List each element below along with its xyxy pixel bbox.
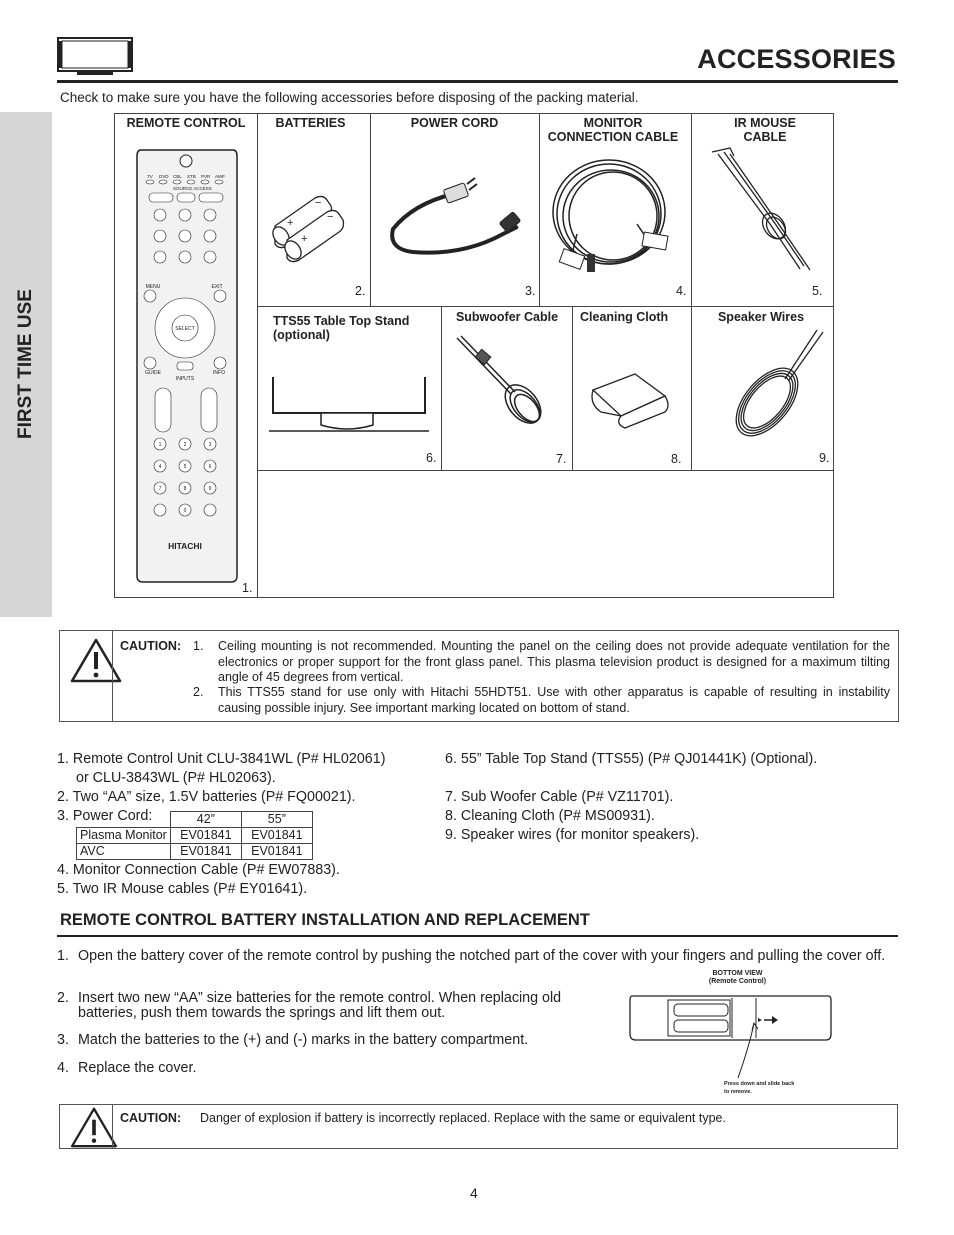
caution-item-number: 2. — [193, 685, 204, 699]
step-number: 3. — [57, 1032, 69, 1048]
table-row — [77, 828, 313, 844]
list-item: 2. Two “AA” size, 1.5V batteries (P# FQ00021). — [57, 789, 356, 805]
grid-divider — [257, 306, 834, 307]
warning-icon — [70, 1106, 118, 1148]
caution-item-number: 1. — [193, 639, 204, 653]
caution-text: Danger of explosion if battery is incorrectly replaced. Replace with the same or equivalent type. — [200, 1111, 726, 1125]
warning-icon — [70, 637, 122, 683]
table-header: 55” — [241, 812, 312, 828]
table-cell: EV01841 — [241, 844, 312, 860]
caution-box — [59, 630, 899, 722]
step-text: Match the batteries to the (+) and (-) marks in the battery compartment. — [78, 1032, 529, 1048]
batteries-illustration — [265, 184, 365, 264]
diagram-title — [690, 970, 785, 986]
svg-text:MENU: MENU — [145, 284, 161, 290]
intro-text: Check to make sure you have the following accessories before disposing of the packing material. — [60, 90, 639, 105]
table-row — [77, 844, 313, 860]
page-title: ACCESSORIES — [697, 44, 896, 74]
svg-text:−: − — [327, 211, 334, 223]
ir-mouse-cable-illustration — [700, 144, 830, 284]
table-header-row — [77, 812, 313, 828]
svg-text:SELECT: SELECT — [175, 326, 195, 332]
svg-text:2: 2 — [183, 442, 187, 448]
batteries-label: BATTERIES — [275, 116, 346, 130]
diagram-subtitle-text: (Remote Control) — [708, 978, 767, 985]
diagram-note — [724, 1080, 794, 1096]
caution-divider — [112, 631, 113, 721]
list-item: 5. Two IR Mouse cables (P# EY01641). — [57, 881, 308, 897]
table-cell: Plasma Monitor — [77, 828, 171, 844]
side-tab-label: FIRST TIME USE — [15, 289, 36, 439]
item-number: 3. — [525, 284, 536, 298]
parts-list-left-2 — [57, 861, 340, 899]
list-item: 6. 55” Table Top Stand (TTS55) (P# QJ01441K) (Optional). — [445, 751, 818, 767]
svg-text:SOURCE ACCESS: SOURCE ACCESS — [173, 186, 212, 191]
stand-label: TTS55 Table Top Stand (optional) — [273, 314, 410, 342]
accessories-grid — [114, 113, 834, 598]
table-cell: EV01841 — [241, 828, 312, 844]
tv-icon — [57, 37, 133, 77]
table-cell: AVC — [77, 844, 171, 860]
table-header: 42” — [170, 812, 241, 828]
caution-box — [59, 1104, 898, 1149]
table-header-blank — [77, 812, 171, 828]
svg-text:AMP: AMP — [215, 174, 225, 179]
item-number: 2. — [355, 284, 366, 298]
section-heading: REMOTE CONTROL BATTERY INSTALLATION AND REPLACEMENT — [60, 911, 590, 929]
svg-text:GUIDE: GUIDE — [145, 370, 161, 376]
svg-text:STB: STB — [187, 174, 196, 179]
caution-item-text: Ceiling mounting is not recommended. Mounting the panel on the ceiling does not provide adequate ventilation for the electronics or proper support for the front glass panel. This plasma television product is designed for a maximum tilting angle of 45 degrees from vertical. — [218, 639, 890, 684]
list-spacer — [445, 769, 817, 788]
svg-text:8: 8 — [183, 486, 187, 492]
step-number: 2. — [57, 990, 69, 1006]
parts-list-right — [445, 750, 817, 845]
svg-text:+: + — [301, 233, 308, 245]
speaker-wires-illustration — [705, 324, 830, 454]
caution-divider — [112, 1105, 113, 1148]
stand-illustration — [269, 369, 429, 439]
svg-text:DVD: DVD — [159, 174, 169, 179]
item-number: 7. — [556, 452, 567, 466]
svg-text:3: 3 — [208, 442, 212, 448]
item-number: 1. — [242, 581, 253, 595]
svg-text:1: 1 — [158, 442, 162, 448]
svg-text:4: 4 — [158, 464, 162, 470]
item-number: 4. — [676, 284, 687, 298]
grid-divider — [257, 114, 258, 598]
battery-compartment-diagram — [628, 990, 832, 1080]
grid-divider — [257, 470, 834, 471]
caution-item-text: This TTS55 stand for use only with Hitachi 55HDT51. Use with other apparatus is capable of resulting in instability causing possible injury. See important marking located on bottom of stand. — [218, 685, 890, 715]
item-number: 6. — [426, 451, 437, 465]
list-item: 3. Power Cord: — [57, 808, 153, 824]
monitor-cable-illustration — [547, 154, 682, 284]
remote-control-illustration — [135, 148, 239, 584]
monitor-cable-label: MONITOR CONNECTION CABLE — [547, 116, 679, 144]
subwoofer-cable-label: Subwoofer Cable — [455, 310, 559, 324]
power-cord-label: POWER CORD — [410, 116, 499, 130]
remote-control-label: REMOTE CONTROL — [126, 116, 246, 130]
diagram-note-line: Press down and slide back — [724, 1081, 795, 1087]
svg-text:5: 5 — [183, 464, 187, 470]
svg-text:6: 6 — [208, 464, 212, 470]
svg-text:+: + — [287, 217, 294, 229]
ir-mouse-cable-label: IR MOUSE CABLE — [734, 116, 796, 144]
svg-text:INPUTS: INPUTS — [175, 376, 195, 382]
svg-text:7: 7 — [158, 486, 162, 492]
item-number: 9. — [819, 451, 830, 465]
table-cell: EV01841 — [170, 844, 241, 860]
power-cord-table — [76, 811, 313, 860]
list-item: 7. Sub Woofer Cable (P# VZ11701). — [445, 789, 674, 805]
item-number: 8. — [671, 452, 682, 466]
speaker-wires-label: Speaker Wires — [717, 310, 805, 324]
caution-label: CAUTION: — [120, 1111, 182, 1125]
title-rule — [57, 80, 898, 83]
subwoofer-cable-illustration — [451, 334, 566, 444]
step-text: Insert two new “AA” size batteries for the remote control. When replacing old batteries, push them towards the springs and lift them out. — [78, 990, 562, 1021]
svg-text:CBL: CBL — [173, 174, 182, 179]
svg-text:TV: TV — [147, 174, 153, 179]
grid-divider — [441, 307, 442, 471]
cleaning-cloth-illustration — [585, 364, 685, 434]
grid-divider — [691, 114, 692, 471]
list-item: 1. Remote Control Unit CLU-3841WL (P# HL02061) — [57, 751, 386, 767]
cleaning-cloth-label: Cleaning Cloth — [580, 310, 669, 324]
svg-text:PVR: PVR — [201, 174, 211, 179]
side-tab — [0, 112, 52, 617]
list-item: 9. Speaker wires (for monitor speakers). — [445, 827, 700, 843]
step-number: 1. — [57, 948, 69, 964]
table-cell: EV01841 — [170, 828, 241, 844]
list-item: 8. Cleaning Cloth (P# MS00931). — [445, 808, 655, 824]
caution-label: CAUTION: — [120, 639, 182, 653]
svg-text:0: 0 — [183, 508, 187, 514]
svg-text:−: − — [315, 197, 322, 209]
diagram-note-line: to remove. — [724, 1089, 752, 1095]
remote-brand: HITACHI — [168, 541, 202, 551]
svg-text:EXIT: EXIT — [211, 284, 223, 290]
step-text: Open the battery cover of the remote control by pushing the notched part of the cover with your fingers and pulling the cover off. — [78, 948, 886, 964]
grid-divider — [370, 114, 371, 307]
step-text: Replace the cover. — [78, 1060, 197, 1076]
step-number: 4. — [57, 1060, 69, 1076]
item-number: 5. — [812, 284, 823, 298]
svg-text:INFO: INFO — [213, 370, 225, 376]
section-rule — [57, 935, 898, 937]
list-item: or CLU-3843WL (P# HL02063). — [76, 770, 276, 786]
page-number: 4 — [470, 1185, 478, 1201]
svg-text:9: 9 — [208, 486, 212, 492]
diagram-title-text: BOTTOM VIEW — [712, 970, 763, 977]
power-cord-illustration — [383, 174, 533, 274]
list-item: 4. Monitor Connection Cable (P# EW07883). — [57, 862, 340, 878]
grid-divider — [572, 307, 573, 471]
